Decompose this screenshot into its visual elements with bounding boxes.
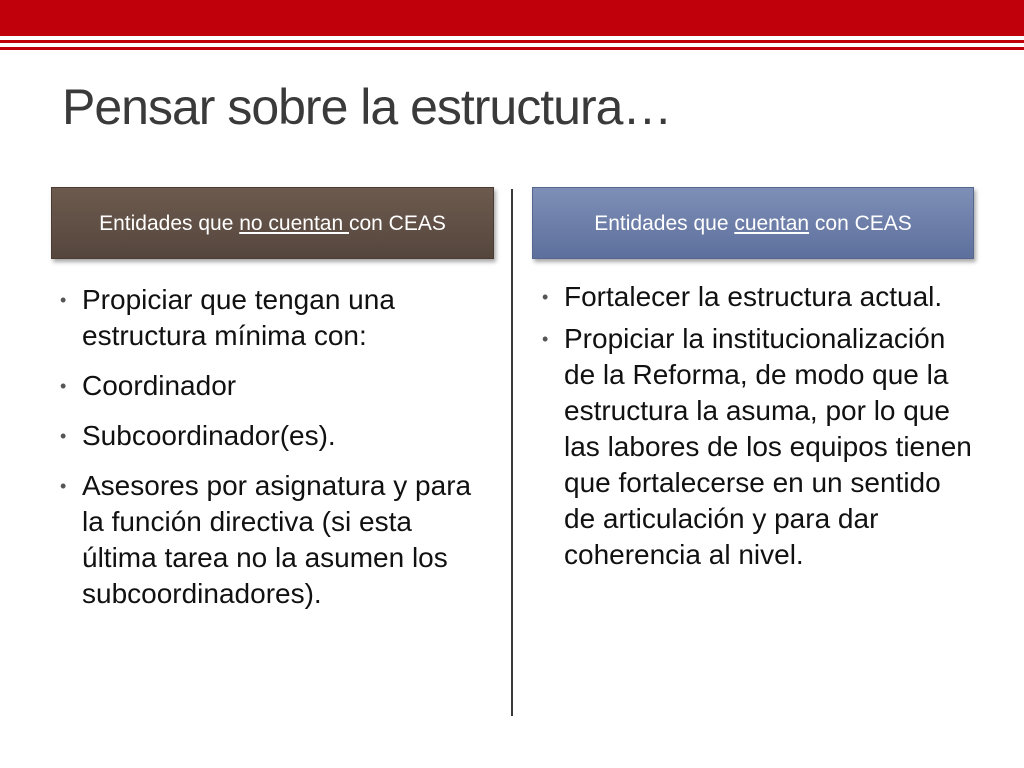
bullet-dot-icon: • (60, 476, 67, 496)
top-accent-line-2 (0, 47, 1024, 50)
top-accent-bar (0, 0, 1024, 36)
right-header-prefix: Entidades que (594, 211, 735, 235)
bullet-text: Asesores por asignatura y para la función directiva (si esta última tarea no la asumen los subcoordinadores). (82, 470, 472, 609)
bullet-text: Coordinador (82, 370, 237, 401)
list-item (60, 468, 490, 612)
bullet-dot-icon: • (60, 376, 67, 396)
left-header-prefix: Entidades que (99, 211, 240, 235)
list-item (60, 418, 490, 454)
bullet-dot-icon: • (60, 426, 67, 446)
right-column-header (532, 187, 974, 259)
bullet-text: Propiciar la institucionalización de la Reforma, de modo que la estructura la asuma, por lo que las labores de los equipos tienen que fortalecerse en un sentido de articulación y para dar coherencia al nivel. (564, 323, 972, 570)
list-item (60, 282, 490, 354)
bullet-dot-icon: • (542, 287, 549, 307)
slide-title: Pensar sobre la estructura… (62, 79, 672, 135)
right-header-suffix: con CEAS (809, 211, 912, 235)
bullet-dot-icon: • (542, 329, 549, 349)
list-item (60, 368, 490, 404)
left-header-underlined: no cuentan (239, 211, 349, 235)
bullet-text: Subcoordinador(es). (82, 420, 336, 451)
right-header-underlined: cuentan (734, 211, 810, 235)
right-bullet-list (542, 279, 972, 579)
left-column-header (51, 187, 494, 259)
left-header-text (99, 211, 446, 236)
list-item (542, 279, 972, 315)
bullet-text: Fortalecer la estructura actual. (564, 281, 943, 312)
bullet-dot-icon: • (60, 290, 67, 310)
top-accent-line-1 (0, 40, 1024, 43)
list-item (542, 321, 972, 573)
left-header-suffix: con CEAS (348, 211, 446, 235)
left-bullet-list (60, 282, 490, 626)
column-divider (511, 189, 513, 716)
bullet-text: Propiciar que tengan una estructura mínima con: (82, 284, 395, 351)
right-header-text (594, 211, 912, 236)
